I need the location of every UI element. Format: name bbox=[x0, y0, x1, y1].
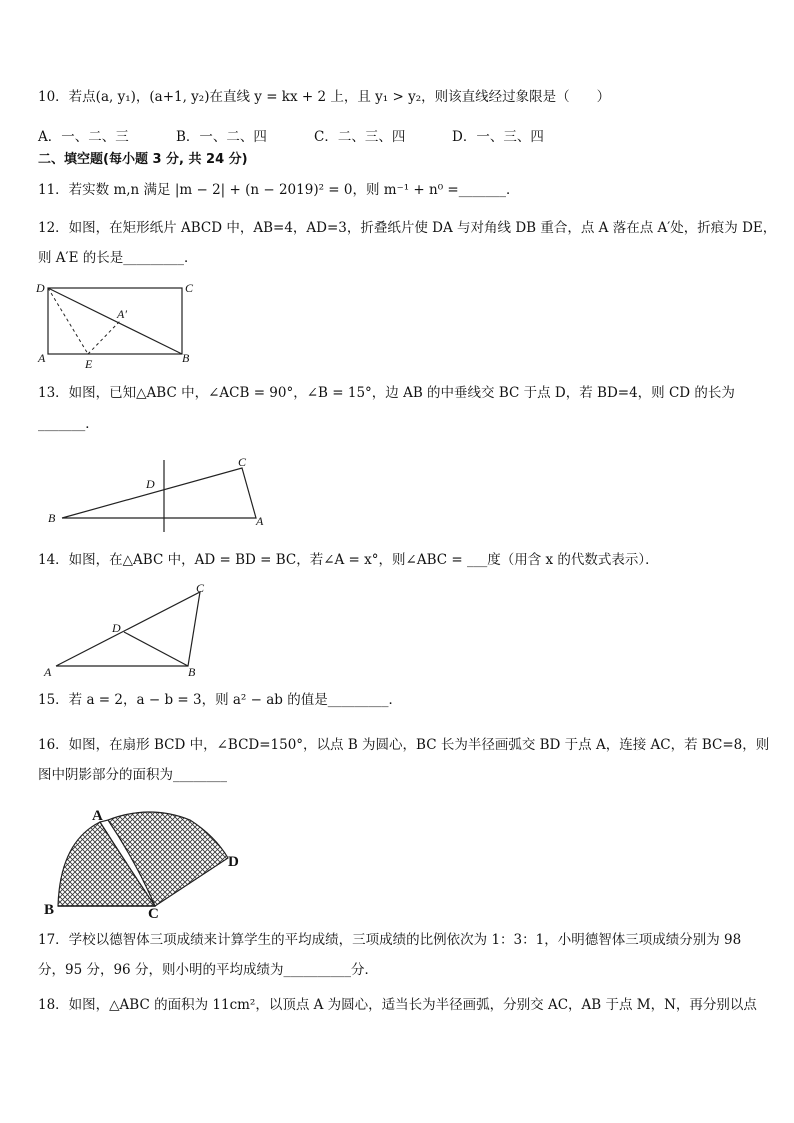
label-b: B bbox=[44, 902, 55, 918]
triangle-abc bbox=[56, 592, 200, 666]
figure-triangle-isosceles bbox=[40, 580, 220, 680]
label-d: D bbox=[36, 281, 45, 295]
question-14-text: 14．如图，在△ABC 中，AD = BD = BC，若∠A = x°，则∠ABC = ___度（用含 x 的代数式表示）． bbox=[38, 552, 659, 568]
triangle-abc bbox=[62, 468, 256, 518]
label-a: A bbox=[44, 665, 52, 679]
label-c: C bbox=[238, 455, 247, 469]
figure-triangle-bisector bbox=[40, 450, 280, 535]
question-11-text: 11．若实数 m,n 满足 |m − 2| + (n − 2019)² = 0，则 m⁻¹ + n⁰ =_______． bbox=[38, 182, 520, 198]
label-a: A bbox=[92, 808, 103, 824]
label-c: C bbox=[148, 906, 159, 922]
q10-option-d: D．一、三、四 bbox=[452, 129, 544, 145]
question-15-text: 15．若 a = 2，a − b = 3，则 a² − ab 的值是_________． bbox=[38, 692, 402, 708]
label-c: C bbox=[196, 581, 205, 595]
section-heading-fill-blank: 二、填空题(每小题 3 分, 共 24 分) bbox=[38, 152, 248, 167]
label-b: B bbox=[48, 511, 56, 525]
question-17-line2: 分，95 分，96 分，则小明的平均成绩为__________分． bbox=[38, 962, 378, 978]
question-17-line1: 17．学校以德智体三项成绩来计算学生的平均成绩，三项成绩的比例依次为 1：3：1，小明德智体三项成绩分别为 98 bbox=[38, 932, 742, 948]
q10-option-a: A．一、二、三 bbox=[38, 129, 129, 145]
question-16-line2: 图中阴影部分的面积为________ bbox=[38, 767, 227, 783]
question-16-line1: 16．如图，在扇形 BCD 中，∠BCD=150°，以点 B 为圆心，BC 长为半径画弧交 BD 于点 A，连接 AC，若 BC=8，则 bbox=[38, 737, 770, 753]
question-10-text: 10．若点(a, y₁)，(a+1, y₂)在直线 y = kx + 2 上，且 y₁ > y₂，则该直线经过象限是（ ） bbox=[38, 89, 611, 105]
question-18-text: 18．如图，△ABC 的面积为 11cm²，以顶点 A 为圆心，适当长为半径画弧，分别交 AC，AB 于点 M，N，再分别以点 bbox=[38, 997, 757, 1013]
label-b: B bbox=[182, 351, 190, 365]
segment-ea-prime bbox=[88, 321, 120, 354]
label-a: A bbox=[38, 351, 46, 365]
label-d: D bbox=[146, 477, 155, 491]
figure-sector-shaded bbox=[40, 802, 250, 922]
question-13-line2: _______． bbox=[38, 416, 99, 432]
label-b: B bbox=[188, 665, 196, 679]
segment-bd bbox=[124, 632, 188, 666]
label-d: D bbox=[112, 621, 121, 635]
question-12-line2: 则 A′E 的长是_________． bbox=[38, 250, 198, 266]
label-e: E bbox=[85, 357, 93, 370]
label-a: A bbox=[256, 514, 264, 528]
label-a-prime: A′ bbox=[117, 307, 127, 321]
q10-option-b: B．一、二、四 bbox=[176, 129, 267, 145]
label-c: C bbox=[185, 281, 194, 295]
question-12-line1: 12．如图，在矩形纸片 ABCD 中，AB=4，AD=3，折叠纸片使 DA 与对角线 DB 重合，点 A 落在点 A′处，折痕为 DE， bbox=[38, 220, 777, 236]
label-d: D bbox=[228, 854, 239, 870]
figure-rectangle-fold bbox=[30, 278, 205, 370]
q10-option-c: C．二、三、四 bbox=[314, 129, 406, 145]
question-13-line1: 13．如图，已知△ABC 中，∠ACB = 90°，∠B = 15°，边 AB 的中垂线交 BC 于点 D，若 BD=4，则 CD 的长为 bbox=[38, 385, 735, 401]
